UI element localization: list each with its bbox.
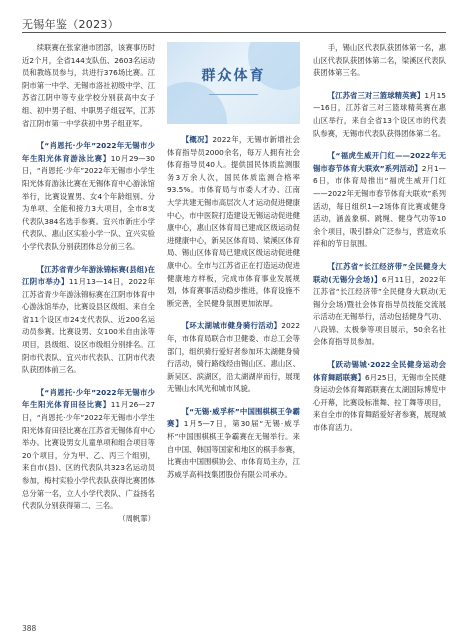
author-signature: （周帆霏） <box>118 513 155 523</box>
banner-rule <box>209 94 258 95</box>
section-paragraph: 【“肖恩托·少年”2022年无锡市少年生阳光体育游泳比赛】10月29—30日，“肖恩托·少年”2022年无锡市小学生阳光体育游泳比赛在无锡体育中心游泳馆举行，比赛设置男、女4个年龄组别、分为单项、全能和接力3大项目，全市8支代表队384名选手参赛。宜兴市新庄小学代表队、惠山区实验小学一队、宜兴实验小学代表队分别获团体总分前三名。 <box>22 141 155 251</box>
section-banner <box>167 42 300 124</box>
section-paragraph: 【江苏省青少年游泳锦标赛(县组)在江阴市举办】11月13—14日，2022年江苏省青少年游泳锦标赛在江阴市体育中心游泳馆举办，比赛设县区级组、来自全省11个设区市24支代表队、近200名运动员参赛。比赛设男、女100米自由泳等项目，县级组、设区市级组分别排名。江阴市代表队、宜兴市代表队、江阴市代表队获团体前三名。 <box>22 264 155 375</box>
section-heading: 【江苏省“长江经济带”全民健身大联动(无锡分会场)】 <box>313 261 446 284</box>
section-paragraph: 【“肖恩托·少年”2022年无锡市少年生阳光体育田径比赛】11月26—27日，“肖恩托·少年”2022年无锡市小学生阳光体育田径比赛在江苏省无锡体育中心举办。比赛设男女儿童单项和组合项目等20个项目，分为甲、乙、丙三个组别，来自市(县)、区的代表队共323名运动员参加，梅村实验小学代表队获得比赛团体总分第一名，立人小学代表队、广益扬名代表队分别获得第二、三名。 <box>22 387 155 511</box>
section-heading: 【“肖恩托·少年”2022年无锡市少年生阳光体育游泳比赛】 <box>22 141 155 163</box>
section-paragraph: 【江苏省“长江经济带”全民健身大联动(无锡分会场)】6月11日，2022年江苏省“长江经济带”全民健身大联动(无锡分会场)暨社会体育指导员技能交流展示活动在无锡举行，活动包括健身气功、八段锦、太极拳等项目展示，50余名社会体育指导员参加。 <box>313 261 446 347</box>
yearbook-title: 无锡年鉴（2023） <box>22 18 119 31</box>
section-paragraph: 【跃动锡城·2022全民健身运动会体育舞蹈联赛】6月25日，无锡市全民健身运动会体育舞蹈联赛在太湖国际博览中心开幕，比赛设标准舞、拉丁舞等项目，来自全市的体育舞蹈爱好者参赛，展现城市体育活力。 <box>313 360 446 433</box>
section-paragraph: 【概况】2022年，无锡市新增社会体育指导员2000余名，每万人拥有社会体育指导员40人。提供国民体质监测服务3万余人次，国民体质监测合格率93.5%。市体育局与市委人才办、江南大学共建无锡市高层次人才运动促进健康中心，市中医院打造建设无锡运动促进健康中心，惠山区体育局已建成区级运动促进健康中心，新吴区体育局、梁溪区体育局、锡山区体育局已建成区级运动促进健康中心。全市与江苏省正在打造运动促进健康地方样板，完成市体育事业发展规划，体育赛事活动稳步推进，体育设施不断完善，全民健身氛围更加浓厚。 <box>167 135 300 308</box>
section-heading: 【“肖恩托·少年”2022年无锡市少年生阳光体育田径比赛】 <box>22 387 155 410</box>
section-heading: 【江苏省三对三篮球精英赛】 <box>327 90 425 100</box>
column-right <box>313 42 446 435</box>
paragraph: 续联赛在张家港市团部，该赛事历时近2个月，全省144支队伍、2603名运动员和教练员参与，共进行376场比赛。江阴市第一中学、无锡市洛社初级中学、江苏省江阴中等专业学校分别获高中女子组、初中男子组、中职男子组冠军，江苏省江阴市第一中学获初中男子组亚军。 <box>22 43 155 128</box>
column-middle <box>167 42 300 481</box>
section-heading: 【跃动锡城·2022全民健身运动会体育舞蹈联赛】 <box>313 360 446 382</box>
section-heading: 【“福虎生威开门红——2022年无锡市春节体育大联欢”系列活动】 <box>313 151 446 173</box>
running-header <box>22 10 446 33</box>
section-paragraph: 【“无锡·威孚杯”中国围棋棋王争霸赛】1月5—7日，第30届“无锡·威孚杯”中国围棋棋王争霸赛在无锡举行。来自中国、韩国等国家和地区的棋手参赛，比赛由中国围棋协会、市体育局主办，江苏威孚高科技集团股份有限公司承办。 <box>167 406 300 479</box>
section-heading: 【概况】 <box>181 135 213 144</box>
section-paragraph: 【环太湖城市健身骑行活动】2022年，市体育局联合市卫健委、市总工会等部门，组织骑行爱好者参加环太湖健身骑行活动，骑行路线经由锡山区、惠山区、新吴区、滨湖区，沿太湖湖岸而行，展现无锡山水风光和城市风貌。 <box>167 321 300 394</box>
paragraph: 手，锡山区代表队获团体第一名，惠山区代表队获团体第二名，梁溪区代表队获团体第三名。 <box>313 43 446 78</box>
banner-decoration <box>167 82 227 124</box>
section-heading: 【“无锡·威孚杯”中国围棋棋王争霸赛】 <box>167 406 300 429</box>
page-number: 388 <box>22 624 37 633</box>
section-heading: 【江苏省青少年游泳锦标赛(县组)在江阴市举办】 <box>22 264 155 287</box>
section-heading: 【环太湖城市健身骑行活动】 <box>181 321 282 331</box>
section-paragraph: 【江苏省三对三篮球精英赛】1月15—16日，江苏省三对三篮球精英赛在惠山区举行，来自全省13个设区市的代表队参赛，无锡市代表队获得团体第二名。 <box>313 90 446 138</box>
column-left <box>22 42 155 525</box>
banner-title: 群众体育 <box>201 68 266 84</box>
section-paragraph: 【“福虎生威开门红——2022年无锡市春节体育大联欢”系列活动】2月1—6日，市体育局推出“福虎生威开门红——2022年无锡市春节体育大联欢”系列活动，每日组织1—2场体育比赛或健身活动，涵盖象棋、跳绳、健身气功等10余个项目，吸引群众广泛参与，营造欢乐祥和的节日氛围。 <box>313 151 446 249</box>
